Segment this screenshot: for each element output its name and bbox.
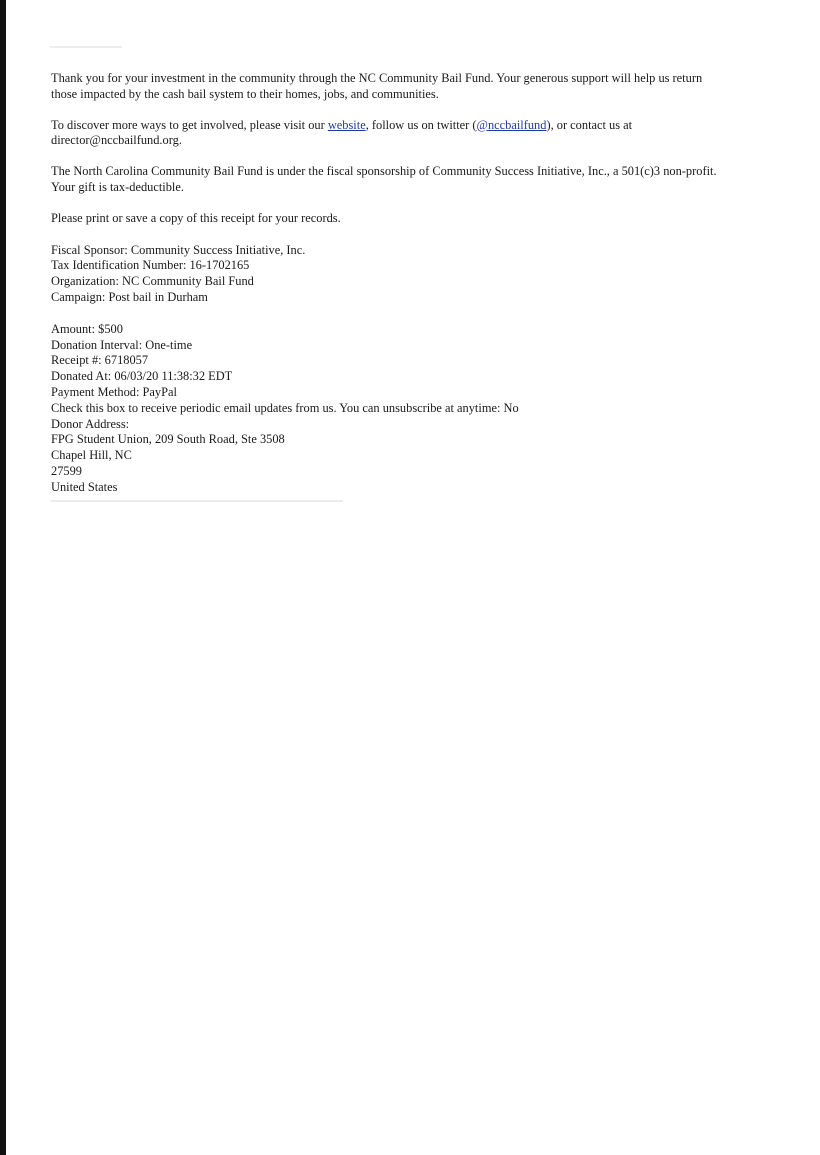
donation-details <box>51 322 781 496</box>
get-involved-paragraph <box>51 118 781 150</box>
organization-info <box>51 243 781 306</box>
receipt-number: Receipt #: 6718057 <box>51 353 149 368</box>
receipt-body <box>51 71 781 496</box>
email-updates-choice: Check this box to receive periodic email updates from us. You can unsubscribe at anytime: No <box>51 400 519 415</box>
sponsorship-line-1: The North Carolina Community Bail Fund is under the fiscal sponsorship of Community Success Initiative, Inc., a 501(c)3 non-profit. <box>51 164 717 179</box>
faded-trailing-text <box>51 500 343 502</box>
payment-method: Payment Method: PayPal <box>51 384 177 399</box>
address-zip: 27599 <box>51 463 82 478</box>
address-country: United States <box>51 479 118 494</box>
get-involved-suffix: ), or contact us at <box>546 117 633 132</box>
donor-address-label: Donor Address: <box>51 416 130 431</box>
thank-you-line-1: Thank you for your investment in the community through the NC Community Bail Fund. Your generous support will help us return <box>51 71 703 85</box>
address-city-state: Chapel Hill, NC <box>51 448 132 463</box>
donation-interval: Donation Interval: One-time <box>51 337 193 352</box>
donated-at: Donated At: 06/03/20 11:38:32 EDT <box>51 369 233 384</box>
sponsorship-line-2: Your gift is tax-deductible. <box>51 179 184 194</box>
print-note: Please print or save a copy of this receipt for your records. <box>51 210 341 225</box>
thank-you-line-2: those impacted by the cash bail system to their homes, jobs, and communities. <box>51 86 439 101</box>
campaign: Campaign: Post bail in Durham <box>51 289 208 304</box>
get-involved-middle: , follow us on twitter ( <box>365 117 477 132</box>
get-involved-prefix: To discover more ways to get involved, please visit our <box>51 117 328 132</box>
twitter-link[interactable]: @nccbailfund <box>476 117 547 132</box>
fiscal-sponsor: Fiscal Sponsor: Community Success Initiative, Inc. <box>51 242 306 257</box>
faded-header-text <box>50 46 122 48</box>
contact-email: director@nccbailfund.org. <box>51 133 182 148</box>
website-link[interactable]: website <box>327 117 366 132</box>
get-involved-line-1 <box>51 118 781 134</box>
organization-name: Organization: NC Community Bail Fund <box>51 274 254 289</box>
thank-you-paragraph <box>51 71 781 103</box>
donation-amount: Amount: $500 <box>51 321 123 336</box>
tax-id: Tax Identification Number: 16-1702165 <box>51 258 250 273</box>
receipt-page <box>6 0 820 1155</box>
sponsorship-paragraph <box>51 164 781 196</box>
address-street: FPG Student Union, 209 South Road, Ste 3508 <box>51 432 285 447</box>
